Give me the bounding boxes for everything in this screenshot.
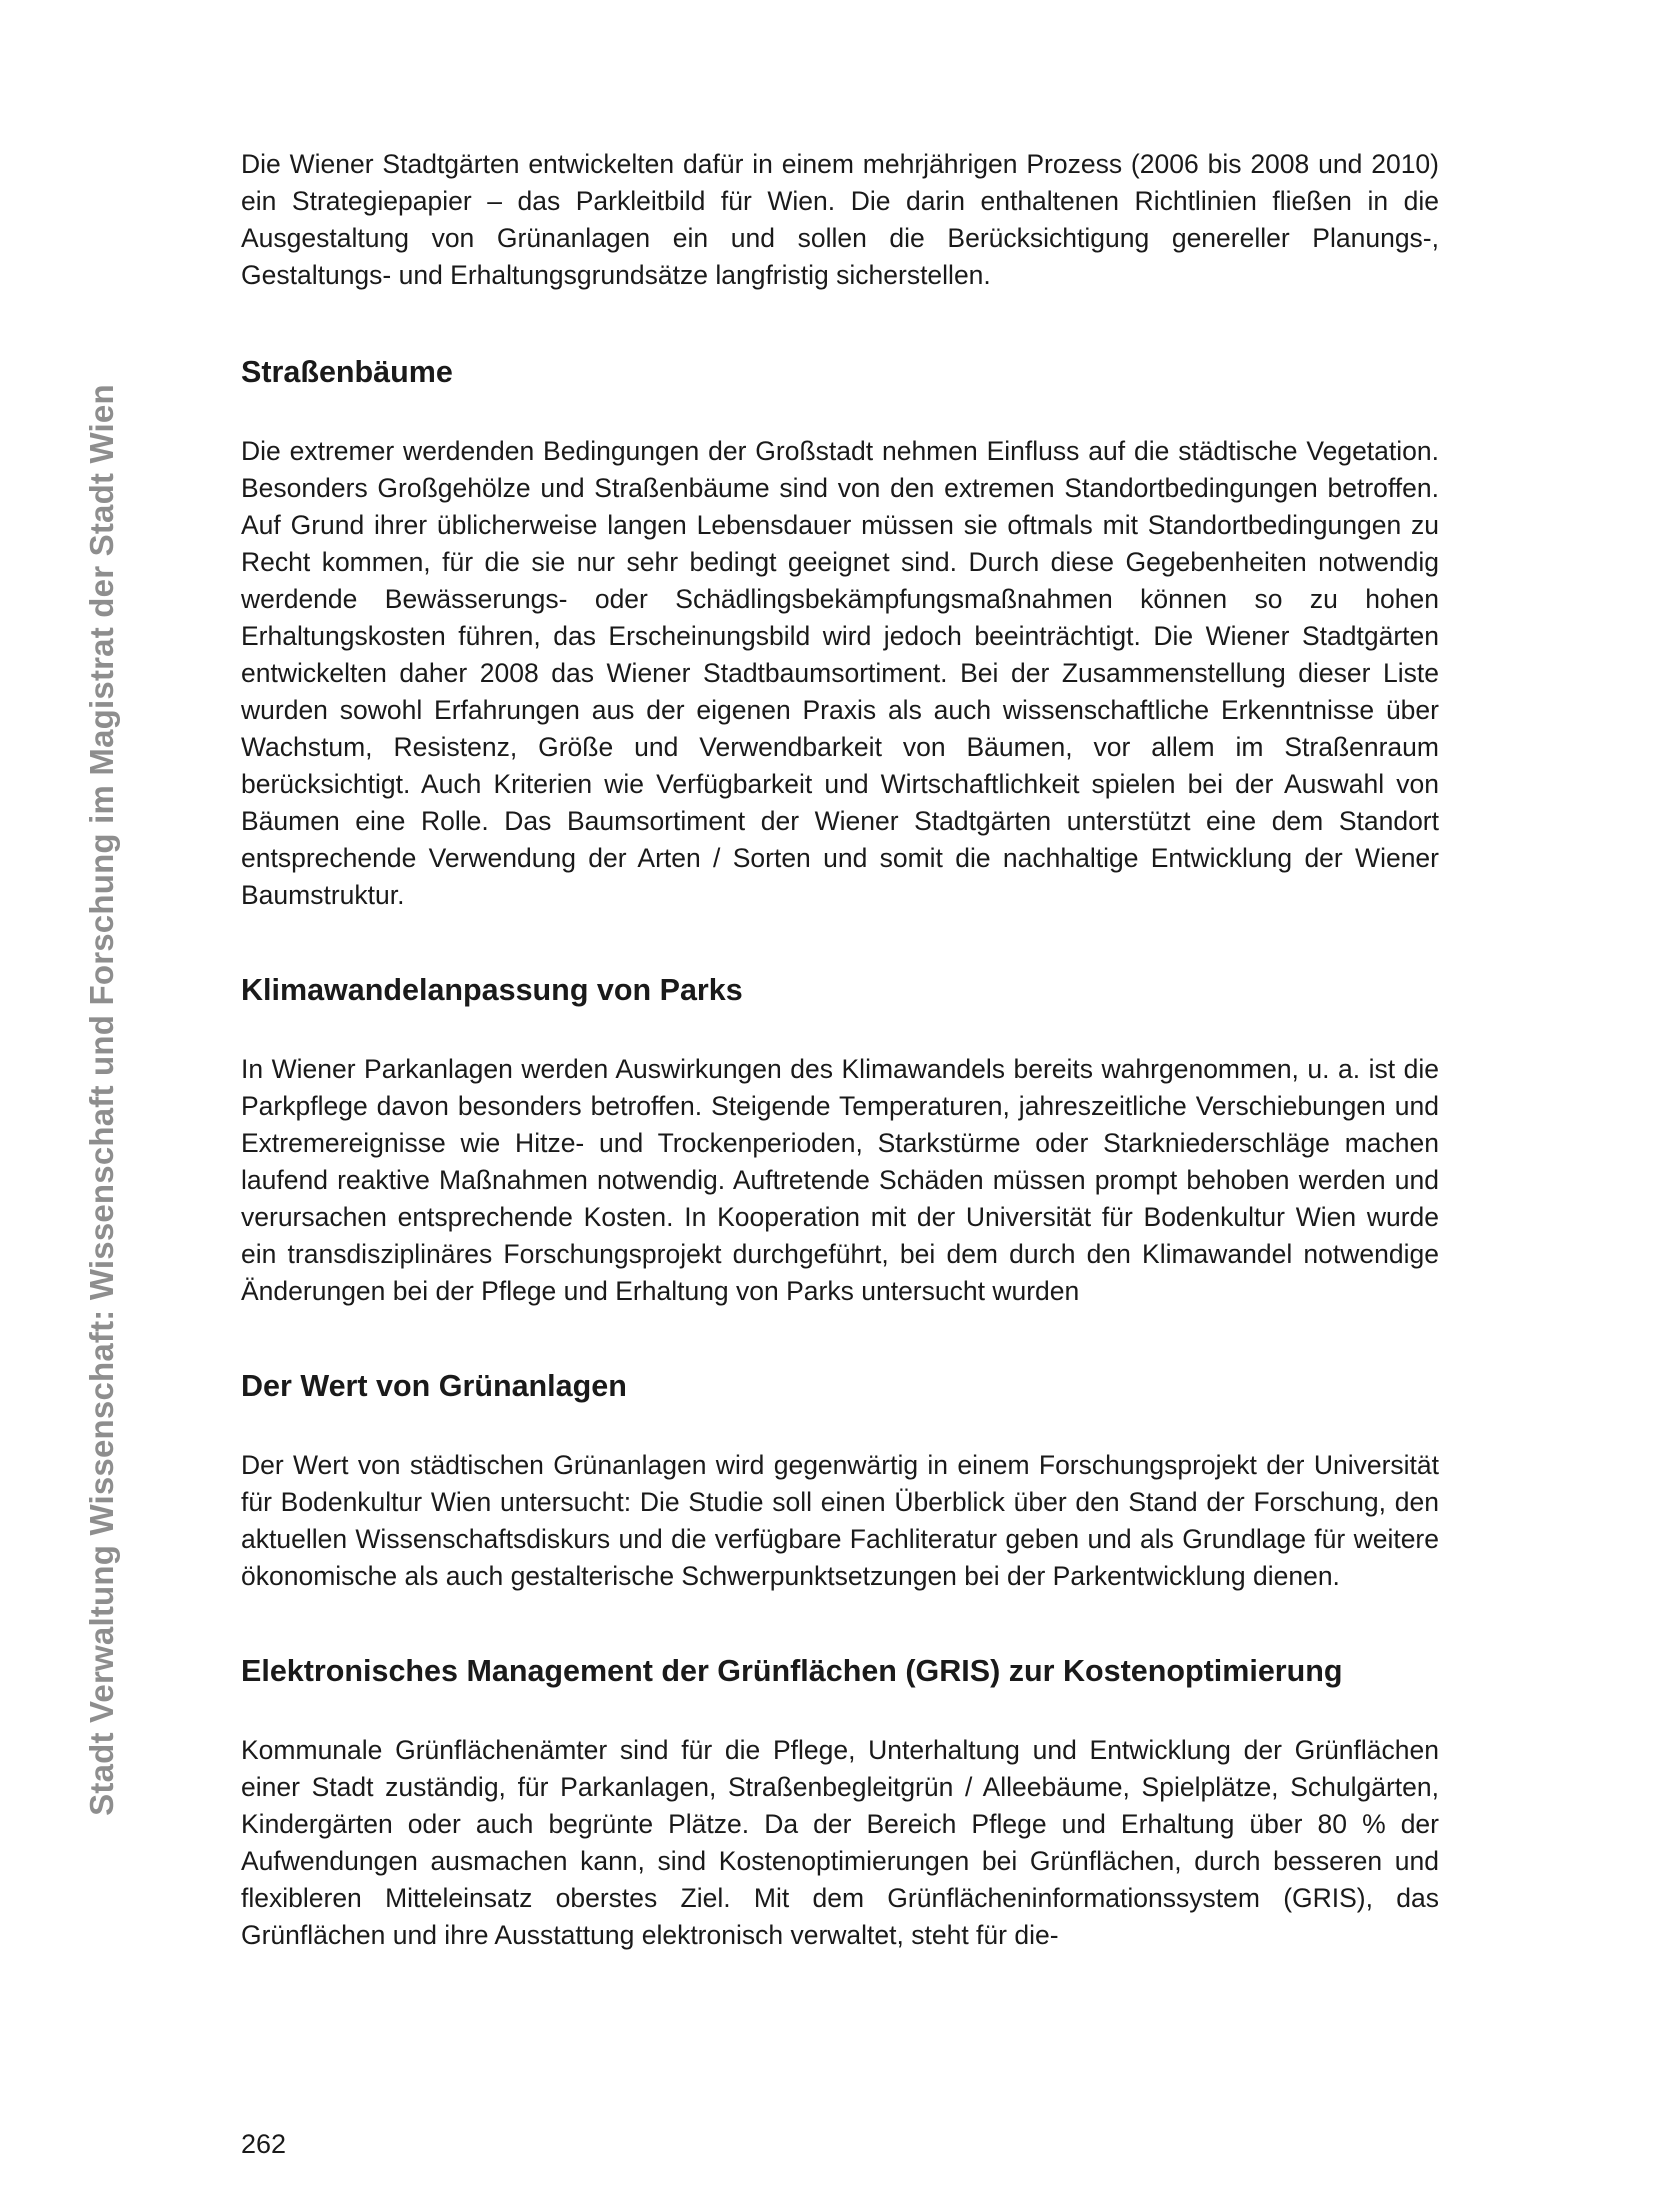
heading-gris: Elektronisches Management der Grünflächen (GRIS) zur Kostenoptimierung xyxy=(241,1654,1343,1688)
page-body xyxy=(241,146,1439,1954)
heading-wert-gruenanlagen: Der Wert von Grünanlagen xyxy=(241,1369,627,1403)
paragraph-klimawandelanpassung: In Wiener Parkanlagen werden Auswirkungen des Klimawandels bereits wahrgenommen, u. a. ist die Parkpflege davon besonders betroffen. Steigende Temperaturen, jahreszeitliche Verschiebungen und Extremereignisse wie Hitze- und Trockenperioden, Starkstürme oder Starkniederschläge machen laufend reaktive Maßnahmen notwendig. Auftretende Schäden müssen prompt behoben werden und verursachen entsprechende Kosten. In Kooperation mit der Universität für Bodenkultur Wien wurde ein transdisziplinäres Forschungsprojekt durchgeführt, bei dem durch den Klimawandel notwendige Änderungen bei der Pflege und Erhaltung von Parks untersucht wurden xyxy=(241,1054,1439,1306)
paragraph-strassenbaeume: Die extremer werdenden Bedingungen der Großstadt nehmen Einfluss auf die städtische Vegetation. Besonders Großgehölze und Straßenbäume sind von den extremen Standortbedingungen betroffen. Auf Grund ihrer üblicherweise langen Lebensdauer müssen sie oftmals mit Standortbedingungen zu Recht kommen, für die sie nur sehr bedingt geeignet sind. Durch diese Gegebenheiten notwendig werdende Bewässerungs- oder Schädlingsbekämpfungsmaßnahmen können so zu hohen Erhaltungskosten führen, das Erscheinungsbild wird jedoch beeinträchtigt. Die Wiener Stadtgärten entwickelten daher 2008 das Wiener Stadtbaumsortiment. Bei der Zusammenstellung dieser Liste wurden sowohl Erfahrungen aus der eigenen Praxis als auch wissenschaftliche Erkenntnisse über Wachstum, Resistenz, Größe und Verwendbarkeit von Bäumen, vor allem im Straßenraum berücksichtigt. Auch Kriterien wie Verfügbarkeit und Wirtschaftlichkeit spielen bei der Auswahl von Bäumen eine Rolle. Das Baumsortiment der Wiener Stadtgärten unterstützt eine dem Standort entsprechende Verwendung der Arten / Sorten und somit die nachhaltige Entwicklung der Wiener Baumstruktur. xyxy=(241,436,1439,910)
paragraph-gris: Kommunale Grünflächenämter sind für die Pflege, Unterhaltung und Entwicklung der Grünflächen einer Stadt zuständig, für Parkanlagen, Straßenbegleitgrün / Alleebäume, Spielplätze, Schulgärten, Kindergärten oder auch begrünte Plätze. Da der Bereich Pflege und Erhaltung über 80 % der Aufwendungen ausmachen kann, sind Kostenoptimierungen bei Grünflächen, durch besseren und flexibleren Mitteleinsatz oberstes Ziel. Mit dem Grünflächeninformationssystem (GRIS), das Grünflächen und ihre Ausstattung elektronisch verwaltet, steht für die- xyxy=(241,1735,1439,1950)
heading-strassenbaeume: Straßenbäume xyxy=(241,355,453,389)
paragraph-wert-gruenanlagen: Der Wert von städtischen Grünanlagen wird gegenwärtig in einem Forschungsprojekt der Universität für Bodenkultur Wien untersucht: Die Studie soll einen Überblick über den Stand der Forschung, den aktuellen Wissenschaftsdiskurs und die verfügbare Fachliteratur geben und als Grundlage für weitere ökonomische als auch gestalterische Schwerpunktsetzungen bei der Parkentwicklung dienen. xyxy=(241,1450,1439,1591)
page-number: 262 xyxy=(241,2129,287,2159)
heading-klimawandelanpassung: Klimawandelanpassung von Parks xyxy=(241,973,743,1007)
running-side-title: Stadt Verwaltung Wissenschaft: Wissenschaft und Forschung im Magistrat der Stadt Wien xyxy=(83,384,120,1816)
intro-paragraph: Die Wiener Stadtgärten entwickelten dafür in einem mehrjährigen Prozess (2006 bis 2008 und 2010) ein Strategiepapier – das Parkleitbild für Wien. Die darin enthaltenen Richtlinien fließen in die Ausgestaltung von Grünanlagen ein und sollen die Berücksichtigung genereller Planungs-, Gestaltungs- und Erhaltungsgrundsätze langfristig sicherstellen. xyxy=(241,149,1439,290)
